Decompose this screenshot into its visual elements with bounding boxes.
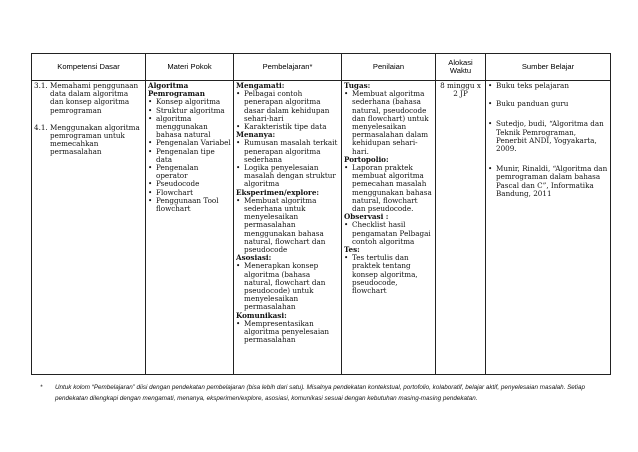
materi-list — [148, 98, 231, 213]
list-item: • Konsep algoritma — [148, 98, 231, 106]
materi-cell — [146, 81, 234, 375]
section-heading: Tes: — [344, 245, 360, 255]
section-list — [344, 90, 433, 156]
section-list — [344, 164, 433, 213]
section-heading: Menanya: — [236, 130, 276, 140]
kompetensi-text: Memahami penggunaan data dalam algoritma dan konsep algoritma pemrograman — [50, 81, 139, 115]
header-alokasi: Alokasi Waktu — [436, 54, 486, 81]
table-row — [32, 81, 611, 375]
header-sumber: Sumber Belajar — [486, 54, 611, 81]
kompetensi-item — [34, 124, 143, 157]
kompetensi-cell — [32, 81, 146, 375]
section-list — [344, 221, 433, 246]
section-heading: Portopolio: — [344, 154, 389, 164]
alokasi-cell — [436, 81, 486, 375]
header-kompetensi: Kompetensi Dasar — [32, 54, 146, 81]
list-item: • Karakteristik tipe data — [236, 123, 339, 131]
section-list — [236, 262, 339, 311]
kompetensi-number: 4.1. — [34, 122, 48, 132]
penilaian-cell — [342, 81, 436, 375]
section-list — [236, 197, 339, 254]
footnote-text: Untuk kolom “Pembelajaran” diisi dengan pendekatan pembelajaran (bisa lebih dari satu). Misalnya pendekatan kontekstual, portofolio, kolaboratif, belajar aktif, penyelesaian masalah. Setiap pendekatan dilengkapi dengan mengamati, menanya, eksperimen/explore, asosiasi, komunikasi sesuai dengan kebutuhan masing-masing pendekatan. — [55, 384, 585, 402]
list-item: • Menerapkan konsep algoritma (bahasa natural, flowchart dan pseudocode) untuk menyelesaikan permasalahan — [236, 262, 339, 311]
list-item: • Membuat algoritma sederhana (bahasa natural, pseudocode dan flowchart) untuk menyelesaikan permasalahan dalam kehidupan sehari-hari. — [344, 90, 433, 156]
list-item: • Pengenalan Variabel — [148, 139, 231, 147]
list-item: • Tes tertulis dan praktek tentang konsep algoritma, pseudocode, flowchart — [344, 254, 433, 295]
list-item: • Logika penyelesaian masalah dengan struktur algoritma — [236, 164, 339, 189]
list-item: • algoritma menggunakan bahasa natural — [148, 115, 231, 140]
list-item: • Pseudocode — [148, 180, 231, 188]
list-item: • Pengenalan operator — [148, 164, 231, 180]
materi-title: Algoritma Pemrograman — [148, 81, 205, 99]
list-item: • Penggunaan Tool flowchart — [148, 197, 231, 213]
header-pembelajaran: Pembelajaran* — [234, 54, 342, 81]
header-materi: Materi Pokok — [146, 54, 234, 81]
alokasi-line-1: 8 minggu x — [440, 81, 481, 90]
list-item: • Pelbagai contoh penerapan algoritma dasar dalam kehidupan sehari-hari — [236, 90, 339, 123]
section-list — [236, 90, 339, 131]
section-heading: Tugas: — [344, 81, 371, 90]
section-heading: Asosiasi: — [236, 253, 272, 263]
section-list — [236, 139, 339, 188]
section-heading: Mengamati: — [236, 81, 285, 90]
list-item: • Struktur algoritma — [148, 107, 231, 115]
footnote — [40, 382, 600, 404]
header-penilaian: Penilaian — [342, 54, 436, 81]
list-item: • Buku teks pelajaran — [488, 82, 608, 90]
section-list — [236, 320, 339, 345]
list-item: • Pengenalan tipe data — [148, 148, 231, 164]
footnote-marker: * — [40, 384, 43, 391]
list-item: • Sutedjo, budi, “Algoritma dan Teknik Pemrograman, Penerbit ANDI, Yogyakarta, 2009. — [488, 120, 608, 153]
table-header-row — [32, 54, 611, 81]
kompetensi-number: 3.1. — [34, 81, 48, 90]
list-item: • Buku panduan guru — [488, 100, 608, 108]
section-list — [344, 254, 433, 295]
list-item: • Rumusan masalah terkait penerapan algoritma sederhana — [236, 139, 339, 164]
list-item: • Munir, Rinaldi, “Algoritma dan pemrograman dalam bahasa Pascal dan C”, Informatika Bandung, 2011 — [488, 165, 608, 198]
section-heading: Komunikasi: — [236, 310, 287, 320]
pembelajaran-cell — [234, 81, 342, 375]
list-item: • Membuat algoritma sederhana untuk menyelesaikan permasalahan menggunakan bahasa natural, flowchart dan pseudocode — [236, 197, 339, 254]
section-heading: Observasi : — [344, 212, 389, 222]
list-item: • Mempresentasikan algoritma penyelesaian permasalahan — [236, 320, 339, 345]
list-item: • Flowchart — [148, 189, 231, 197]
kompetensi-item — [34, 82, 143, 115]
kompetensi-text: Menggunakan algoritma pemrograman untuk memecahkan permasalahan — [50, 122, 140, 157]
syllabus-table — [31, 53, 611, 375]
list-item: • Checklist hasil pengamatan Pelbagai contoh algoritma — [344, 221, 433, 246]
section-heading: Eksperimen/explore: — [236, 187, 320, 197]
sumber-list — [488, 82, 608, 198]
alokasi-line-2: 2 JP — [453, 89, 468, 99]
sumber-cell — [486, 81, 611, 375]
list-item: • Laporan praktek membuat algoritma pemecahan masalah menggunakan bahasa natural, flowchart dan pseudocode. — [344, 164, 433, 213]
